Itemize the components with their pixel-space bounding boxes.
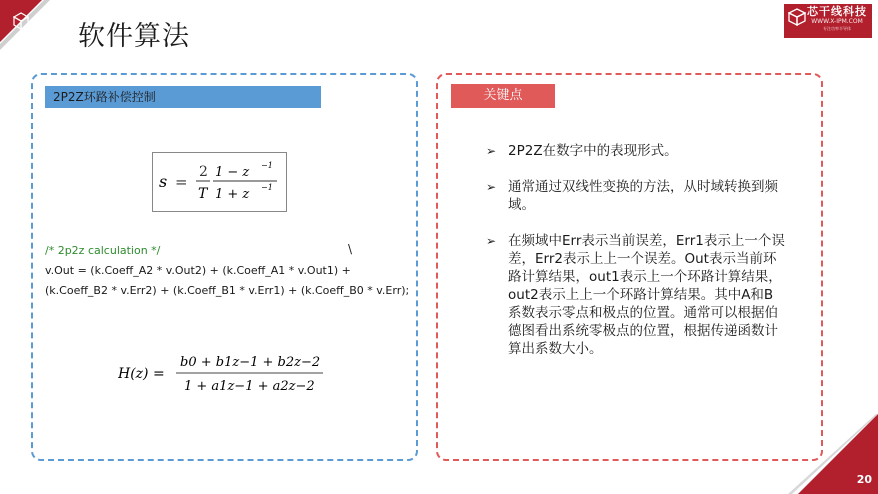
formula-s-two: 2 [199, 164, 208, 180]
corner-decoration-top-left [0, 0, 60, 60]
right-panel-header: 关键点 [451, 84, 555, 108]
arrow-bullet-icon: ➢ [486, 180, 497, 194]
key-points-list [486, 142, 786, 376]
formula-s-frac-num: 1 − z [215, 165, 250, 180]
code-comment: /* 2p2z calculation */ [45, 244, 161, 257]
bullet-text: 通常通过双线性变换的方法，从时域转换到频域。 [508, 179, 778, 213]
page-title: 软件算法 [78, 21, 190, 52]
logo-text [806, 6, 868, 32]
formula-h-lhs: H(z) = [118, 366, 165, 382]
transfer-function-formula [118, 348, 328, 398]
formula-s-exp-num: −1 [261, 161, 273, 170]
cube-icon [788, 8, 806, 26]
formula-h-den: 1 + a1z−1 + a2z−2 [184, 379, 315, 394]
arrow-bullet-icon: ➢ [486, 144, 497, 158]
logo-name: 芯干线科技 [807, 5, 867, 18]
bullet-text: 2P2Z在数字中的表现形式。 [508, 143, 678, 159]
formula-s-T: T [198, 186, 208, 202]
formula-s-svg [153, 153, 285, 210]
list-item [486, 178, 786, 214]
logo-url: WWW.X-IPM.COM [811, 18, 863, 25]
formula-h-num: b0 + b1z−1 + b2z−2 [180, 355, 321, 370]
code-backslash: \ [348, 242, 353, 256]
code-line-2: (k.Coeff_B2 * v.Err2) + (k.Coeff_B1 * v.Err1) + (k.Coeff_B0 * v.Err); [45, 284, 410, 297]
formula-s-lhs: s [159, 172, 168, 191]
logo-tagline: 专注功率半导体 [823, 26, 851, 31]
left-panel-header: 2P2Z环路补偿控制 [45, 86, 321, 108]
page-number: 20 [856, 473, 872, 486]
arrow-bullet-icon: ➢ [486, 234, 497, 248]
bullet-text: 在频域中Err表示当前误差，Err1表示上一个误差，Err2表示上上一个误差。Out表示当前环路计算结果，out1表示上一个环路计算结果，out2表示上上一个环路计算结果。其中A和B系数表示零点和极点的位置。通常可以根据伯德图看出系统零极点的位置，根据传递函数计算出系数大小。 [508, 233, 785, 357]
bilinear-transform-formula [152, 152, 287, 212]
list-item [486, 232, 786, 358]
formula-s-frac-den: 1 + z [215, 187, 250, 202]
code-line-1: v.Out = (k.Coeff_A2 * v.Out2) + (k.Coeff_A1 * v.Out1) + [45, 264, 351, 277]
formula-s-exp-den: −1 [261, 183, 273, 192]
list-item [486, 142, 786, 160]
formula-s-eq: = [175, 173, 188, 191]
